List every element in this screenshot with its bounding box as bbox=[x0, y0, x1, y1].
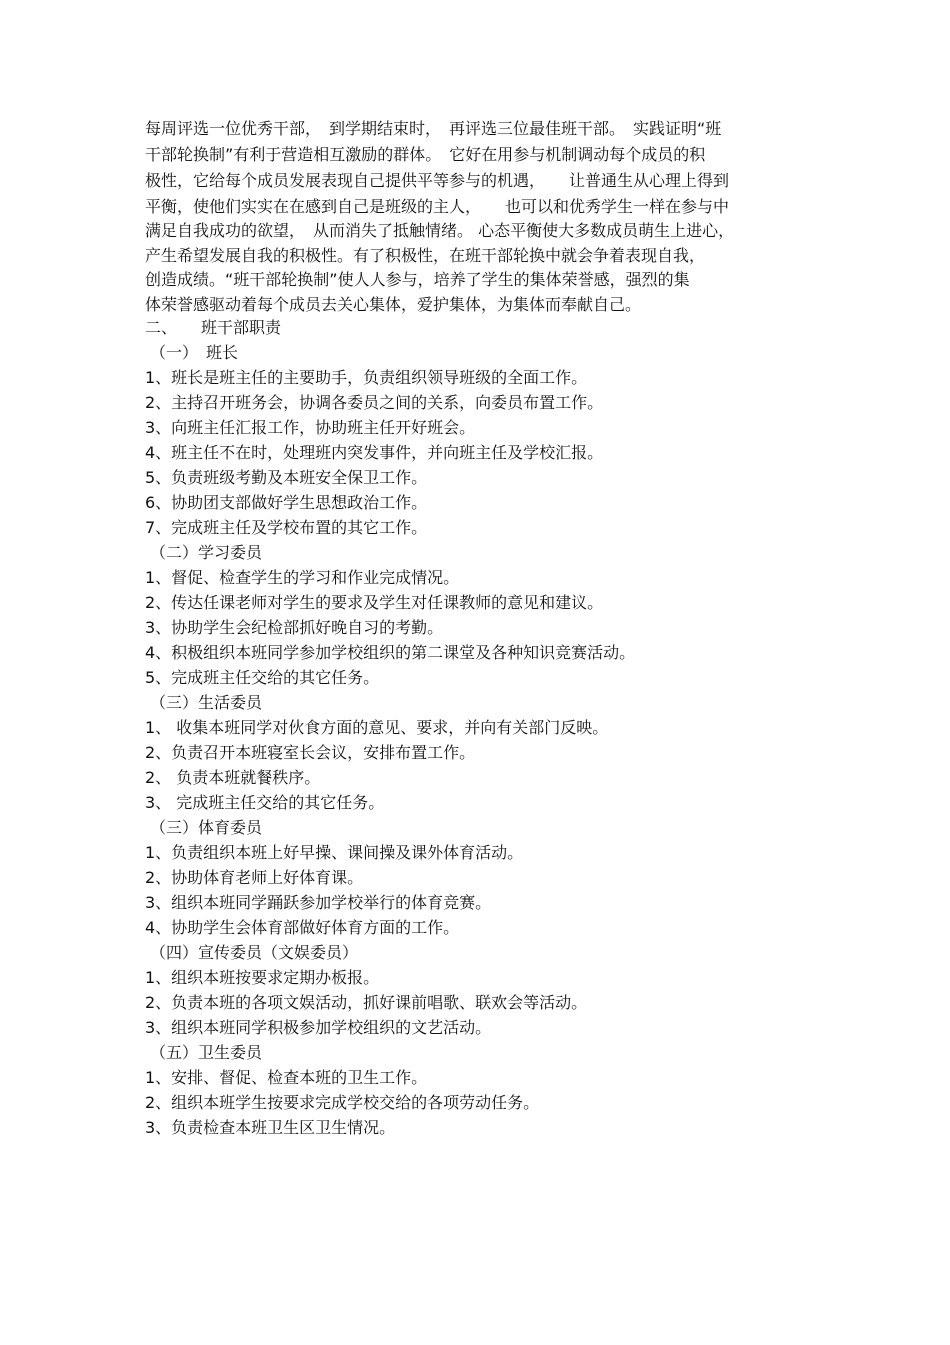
duty-item: 3、协助学生会纪检部抓好晚自习的考勤。 bbox=[145, 618, 444, 637]
duty-item: 5、负责班级考勤及本班安全保卫工作。 bbox=[145, 468, 428, 487]
duty-item: 3、负责检查本班卫生区卫生情况。 bbox=[145, 1118, 396, 1137]
duty-item: 2、主持召开班务会，协调各委员之间的关系，向委员布置工作。 bbox=[145, 393, 604, 412]
subsection-heading: （五）卫生委员 bbox=[150, 1043, 263, 1062]
duty-item: 4、班主任不在时，处理班内突发事件，并向班主任及学校汇报。 bbox=[145, 443, 604, 462]
duty-item: 7、完成班主任及学校布置的其它工作。 bbox=[145, 518, 428, 537]
duty-item: 3、组织本班同学积极参加学校组织的文艺活动。 bbox=[145, 1018, 492, 1037]
intro-line: 产生希望发展自我的积极性。有了积极性，在班干部轮换中就会争着表现自我， bbox=[145, 246, 706, 265]
subsection-heading: （三）体育委员 bbox=[150, 818, 263, 837]
intro-line: 平衡，使他们实实在在感到自己是班级的主人， 也可以和优秀学生一样在参与中 bbox=[145, 197, 730, 216]
duty-item: 2、负责召开本班寝室长会议，安排布置工作。 bbox=[145, 743, 476, 762]
intro-line: 极性，它给每个成员发展表现自己提供平等参与的机遇， 让普通生从心理上得到 bbox=[145, 171, 730, 190]
duty-item: 6、协助团支部做好学生思想政治工作。 bbox=[145, 493, 428, 512]
duty-item: 2、传达任课老师对学生的要求及学生对任课教师的意见和建议。 bbox=[145, 593, 604, 612]
duty-item: 2、负责本班的各项文娱活动，抓好课前唱歌、联欢会等活动。 bbox=[145, 993, 588, 1012]
intro-line: 满足自我成功的欲望， 从而消失了抵触情绪。 心态平衡使大多数成员萌生上进心， bbox=[145, 221, 735, 240]
duty-item: 2、 负责本班就餐秩序。 bbox=[145, 768, 321, 787]
duty-item: 1、负责组织本班上好早操、课间操及课外体育活动。 bbox=[145, 843, 524, 862]
duty-item: 2、组织本班学生按要求完成学校交给的各项劳动任务。 bbox=[145, 1093, 540, 1112]
duty-item: 1、组织本班按要求定期办板报。 bbox=[145, 968, 380, 987]
subsection-heading: （一） 班长 bbox=[150, 343, 239, 362]
subsection-heading: （四）宣传委员（文娱委员） bbox=[150, 943, 359, 962]
duty-item: 5、完成班主任交给的其它任务。 bbox=[145, 668, 380, 687]
intro-line: 干部轮换制”有利于营造相互激励的群体。 它好在用参与机制调动每个成员的积 bbox=[145, 145, 706, 164]
section-title: 二、 班干部职责 bbox=[145, 318, 282, 337]
duty-item: 1、督促、检查学生的学习和作业完成情况。 bbox=[145, 568, 460, 587]
duty-item: 3、向班主任汇报工作，协助班主任开好班会。 bbox=[145, 418, 476, 437]
duty-item: 4、积极组织本班同学参加学校组织的第二课堂及各种知识竞赛活动。 bbox=[145, 643, 636, 662]
duty-item: 1、安排、督促、检查本班的卫生工作。 bbox=[145, 1068, 428, 1087]
intro-line: 体荣誉感驱动着每个成员去关心集体，爱护集体，为集体而奉献自己。 bbox=[145, 295, 642, 314]
intro-line: 每周评选一位优秀干部， 到学期结束时， 再评选三位最佳班干部。 实践证明“班 bbox=[145, 119, 722, 138]
duty-item: 1、班长是班主任的主要助手，负责组织领导班级的全面工作。 bbox=[145, 368, 588, 387]
subsection-heading: （三）生活委员 bbox=[150, 693, 263, 712]
duty-item: 3、 完成班主任交给的其它任务。 bbox=[145, 793, 385, 812]
duty-item: 4、协助学生会体育部做好体育方面的工作。 bbox=[145, 918, 460, 937]
duty-item: 2、协助体育老师上好体育课。 bbox=[145, 868, 364, 887]
duty-item: 1、 收集本班同学对伙食方面的意见、要求，并向有关部门反映。 bbox=[145, 718, 609, 737]
duty-item: 3、组织本班同学踊跃参加学校举行的体育竞赛。 bbox=[145, 893, 492, 912]
subsection-heading: （二）学习委员 bbox=[150, 543, 263, 562]
intro-line: 创造成绩。“班干部轮换制”使人人参与，培养了学生的集体荣誉感，强烈的集 bbox=[145, 270, 690, 289]
